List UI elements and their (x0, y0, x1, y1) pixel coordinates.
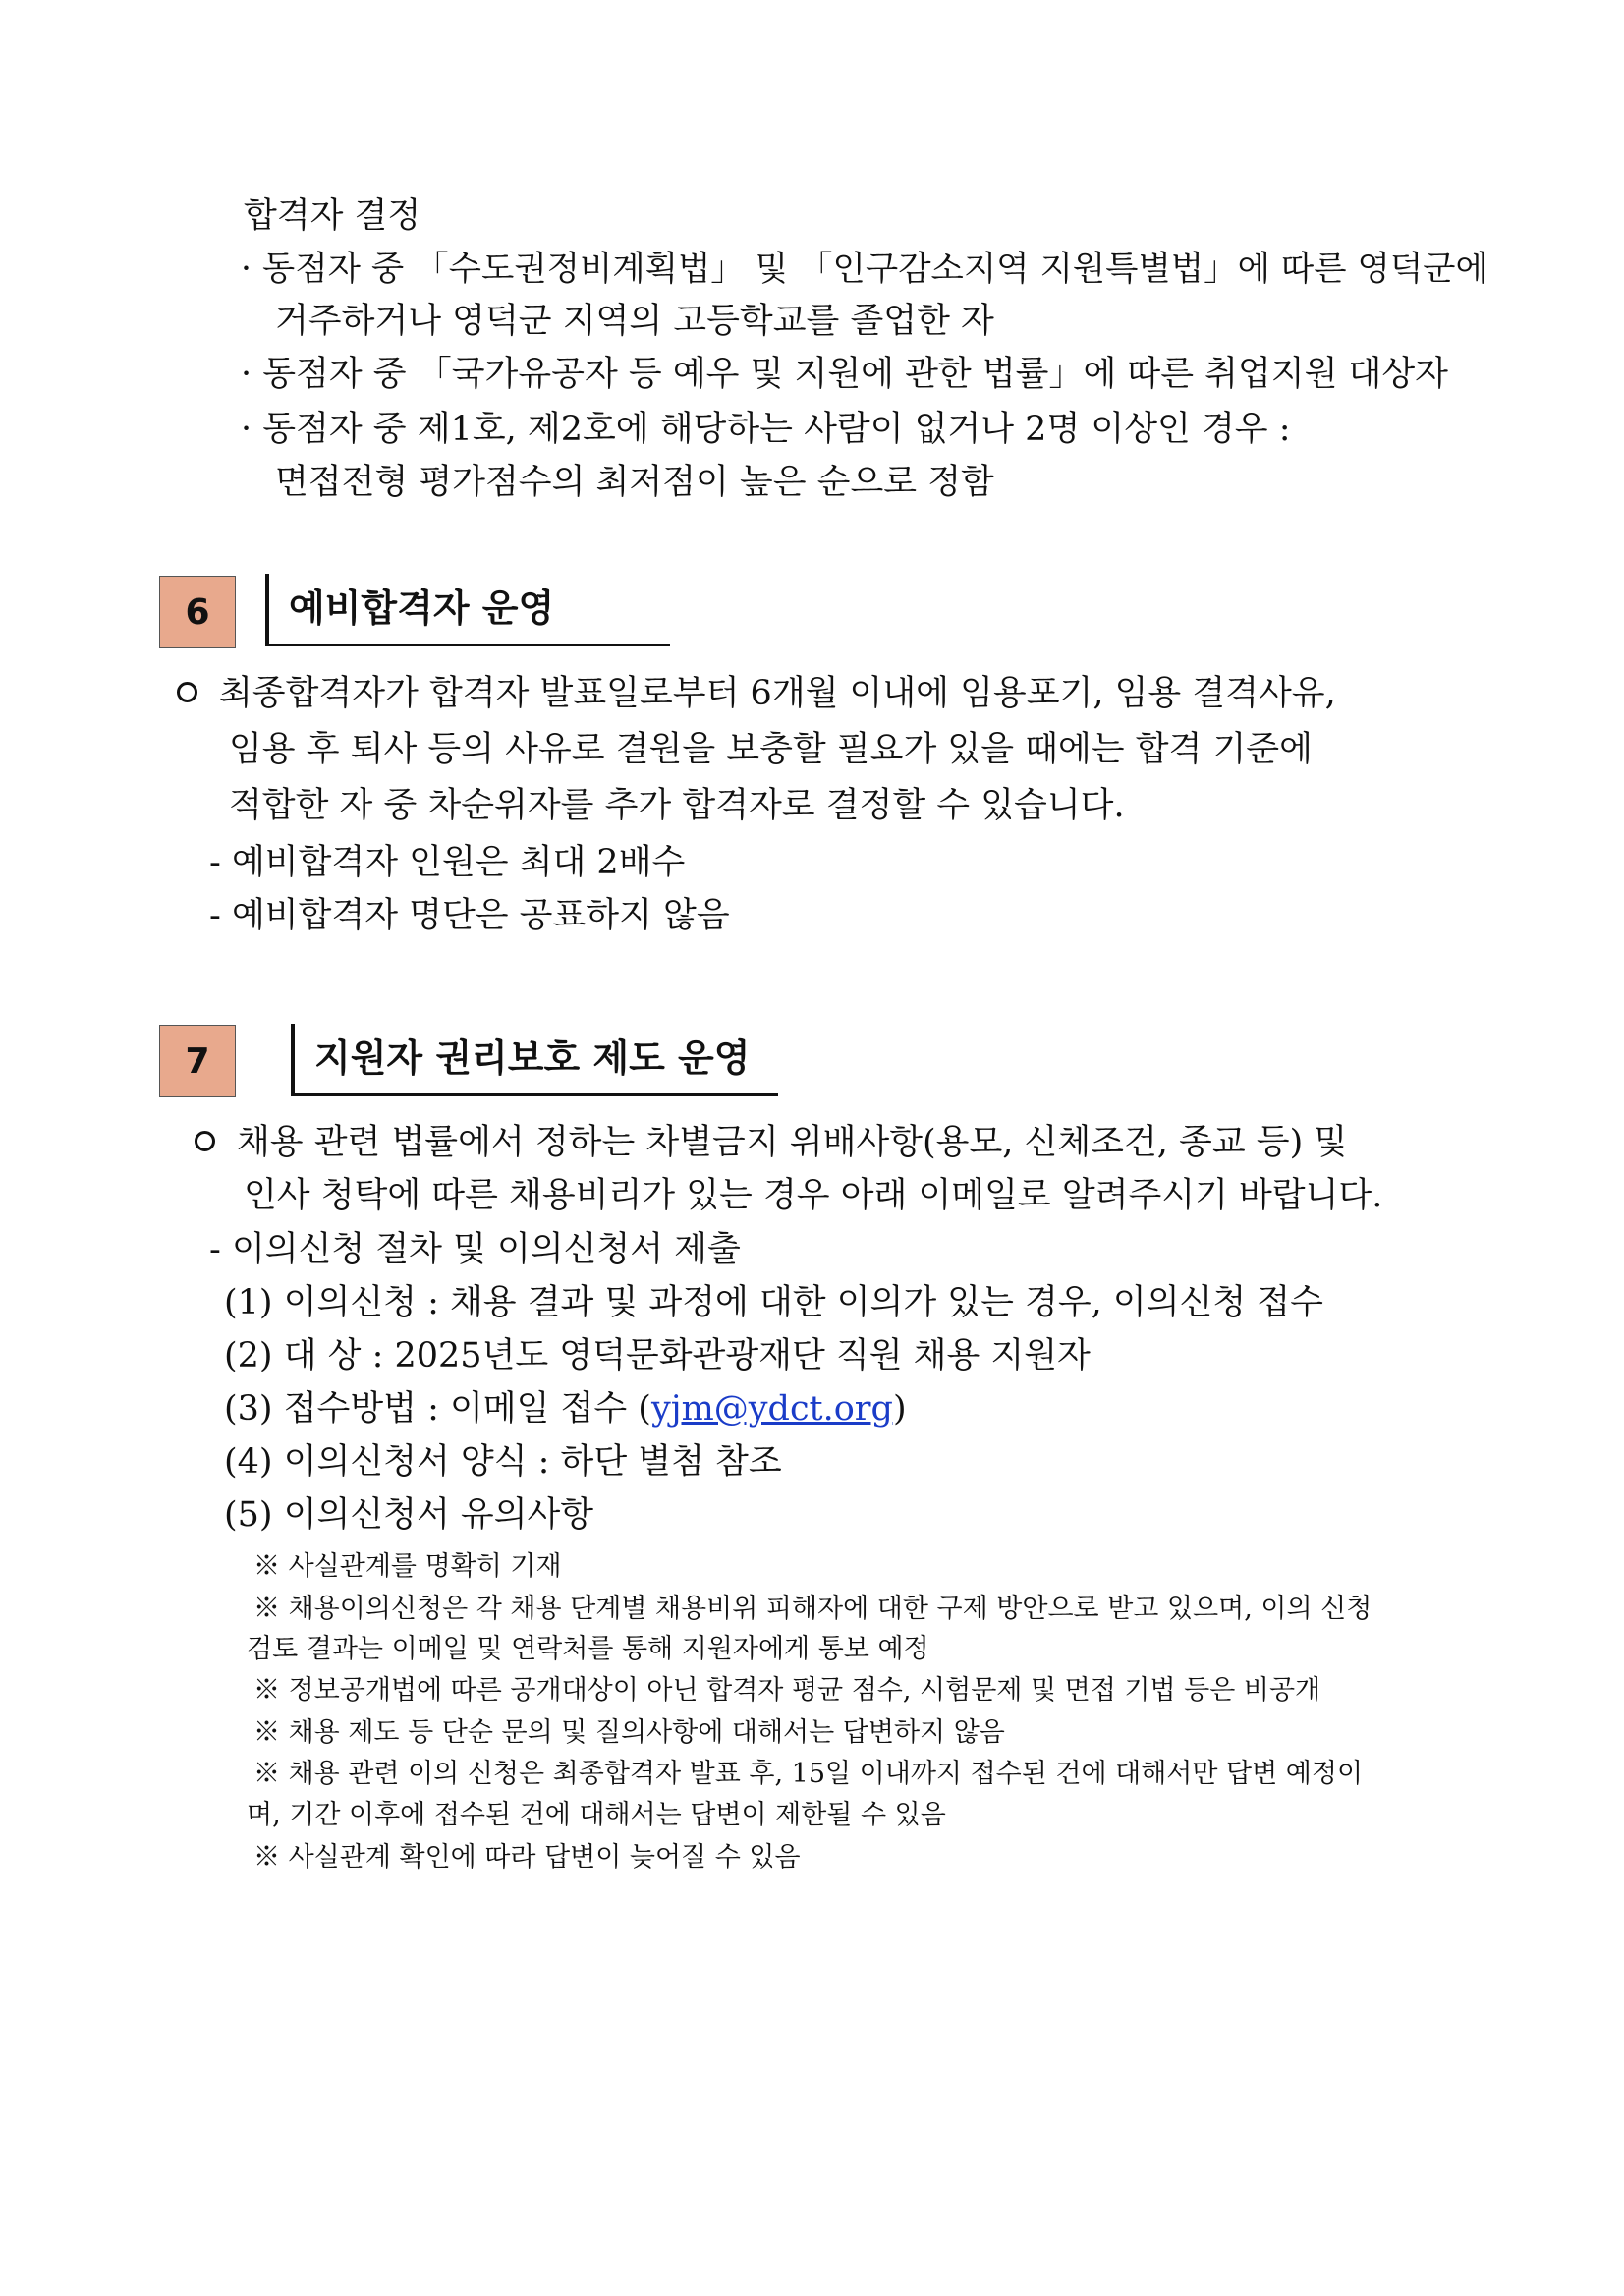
section-7-numbered-item-3: (3) 접수방법 : 이메일 접수 (yjm@ydct.org) (224, 1389, 907, 1428)
section-6-number: 6 (159, 576, 236, 648)
intro-item-3-cont: 면접전형 평가점수의 최저점이 높은 순으로 정함 (275, 463, 994, 502)
section-7-numbered-item-4: (4) 이의신청서 양식 : 하단 별첨 참조 (224, 1442, 782, 1482)
section-7-numbered-item-1: (1) 이의신청 : 채용 결과 및 과정에 대한 이의가 있는 경우, 이의신청 접수 (224, 1283, 1323, 1322)
section-7-paragraph-line-2: 인사 청탁에 따른 채용비리가 있는 경우 아래 이메일로 알려주시기 바랍니다. (244, 1176, 1383, 1215)
section-7-numbered-item-2: (2) 대 상 : 2025년도 영덕문화관광재단 직원 채용 지원자 (224, 1336, 1091, 1375)
section-7-note-5: ※ 채용 관련 이의 신청은 최종합격자 발표 후, 15일 이내까지 접수된 건에 대해서만 답변 예정이 (253, 1759, 1364, 1789)
intro-item-3: · 동점자 중 제1호, 제2호에 해당하는 사람이 없거나 2명 이상인 경우 : (241, 410, 1291, 449)
email-link[interactable]: yjm@ydct.org (650, 1389, 893, 1428)
section-7-number: 7 (159, 1025, 236, 1097)
section-7-note-3: ※ 정보공개법에 따른 공개대상이 아닌 합격자 평균 점수, 시험문제 및 면접 기법 등은 비공개 (253, 1675, 1321, 1706)
section-7-note-1: ※ 사실관계를 명확히 기재 (253, 1551, 562, 1582)
section-6-paragraph-line-3: 적합한 자 중 차순위자를 추가 합격자로 결정할 수 있습니다. (229, 786, 1125, 825)
intro-item-2: · 동점자 중 「국가유공자 등 예우 및 지원에 관한 법률」에 따른 취업지원 대상자 (241, 355, 1448, 394)
intro-heading: 합격자 결정 (244, 196, 421, 236)
circle-bullet-icon (177, 682, 197, 702)
section-7-dash-item: - 이의신청 절차 및 이의신청서 제출 (209, 1230, 741, 1269)
intro-item-1-cont: 거주하거나 영덕군 지역의 고등학교를 졸업한 자 (275, 302, 994, 341)
section-6-dash-item-1: - 예비합격자 인원은 최대 2배수 (209, 843, 686, 882)
section-7-title: 지원자 권리보호 제도 운영 (291, 1024, 778, 1096)
section-6-paragraph-line-2: 임용 후 퇴사 등의 사유로 결원을 보충할 필요가 있을 때에는 합격 기준에 (229, 730, 1313, 769)
section-7-note-4: ※ 채용 제도 등 단순 문의 및 질의사항에 대해서는 답변하지 않음 (253, 1717, 1005, 1748)
section-7-note-5-cont: 며, 기간 이후에 접수된 건에 대해서는 답변이 제한될 수 있음 (247, 1800, 946, 1830)
circle-bullet-icon (195, 1131, 215, 1151)
intro-item-1: · 동점자 중 「수도권정비계획법」 및 「인구감소지역 지원특별법」에 따른 영덕군에 (241, 250, 1488, 289)
section-6-title: 예비합격자 운영 (265, 574, 670, 646)
section-7-note-6: ※ 사실관계 확인에 따라 답변이 늦어질 수 있음 (253, 1842, 801, 1873)
section-6-dash-item-2: - 예비합격자 명단은 공표하지 않음 (209, 896, 730, 935)
section-7-numbered-item-5: (5) 이의신청서 유의사항 (224, 1495, 594, 1535)
section-6-paragraph-line-1: 최종합격자가 합격자 발표일로부터 6개월 이내에 임용포기, 임용 결격사유, (177, 668, 1336, 719)
section-7-note-2-cont: 검토 결과는 이메일 및 연락처를 통해 지원자에게 통보 예정 (247, 1634, 929, 1664)
section-7-note-2: ※ 채용이의신청은 각 채용 단계별 채용비위 피해자에 대한 구제 방안으로 받고 있으며, 이의 신청 (253, 1594, 1372, 1624)
section-7-paragraph-line-1: 채용 관련 법률에서 정하는 차별금지 위배사항(용모, 신체조건, 종교 등) 및 (195, 1117, 1347, 1168)
